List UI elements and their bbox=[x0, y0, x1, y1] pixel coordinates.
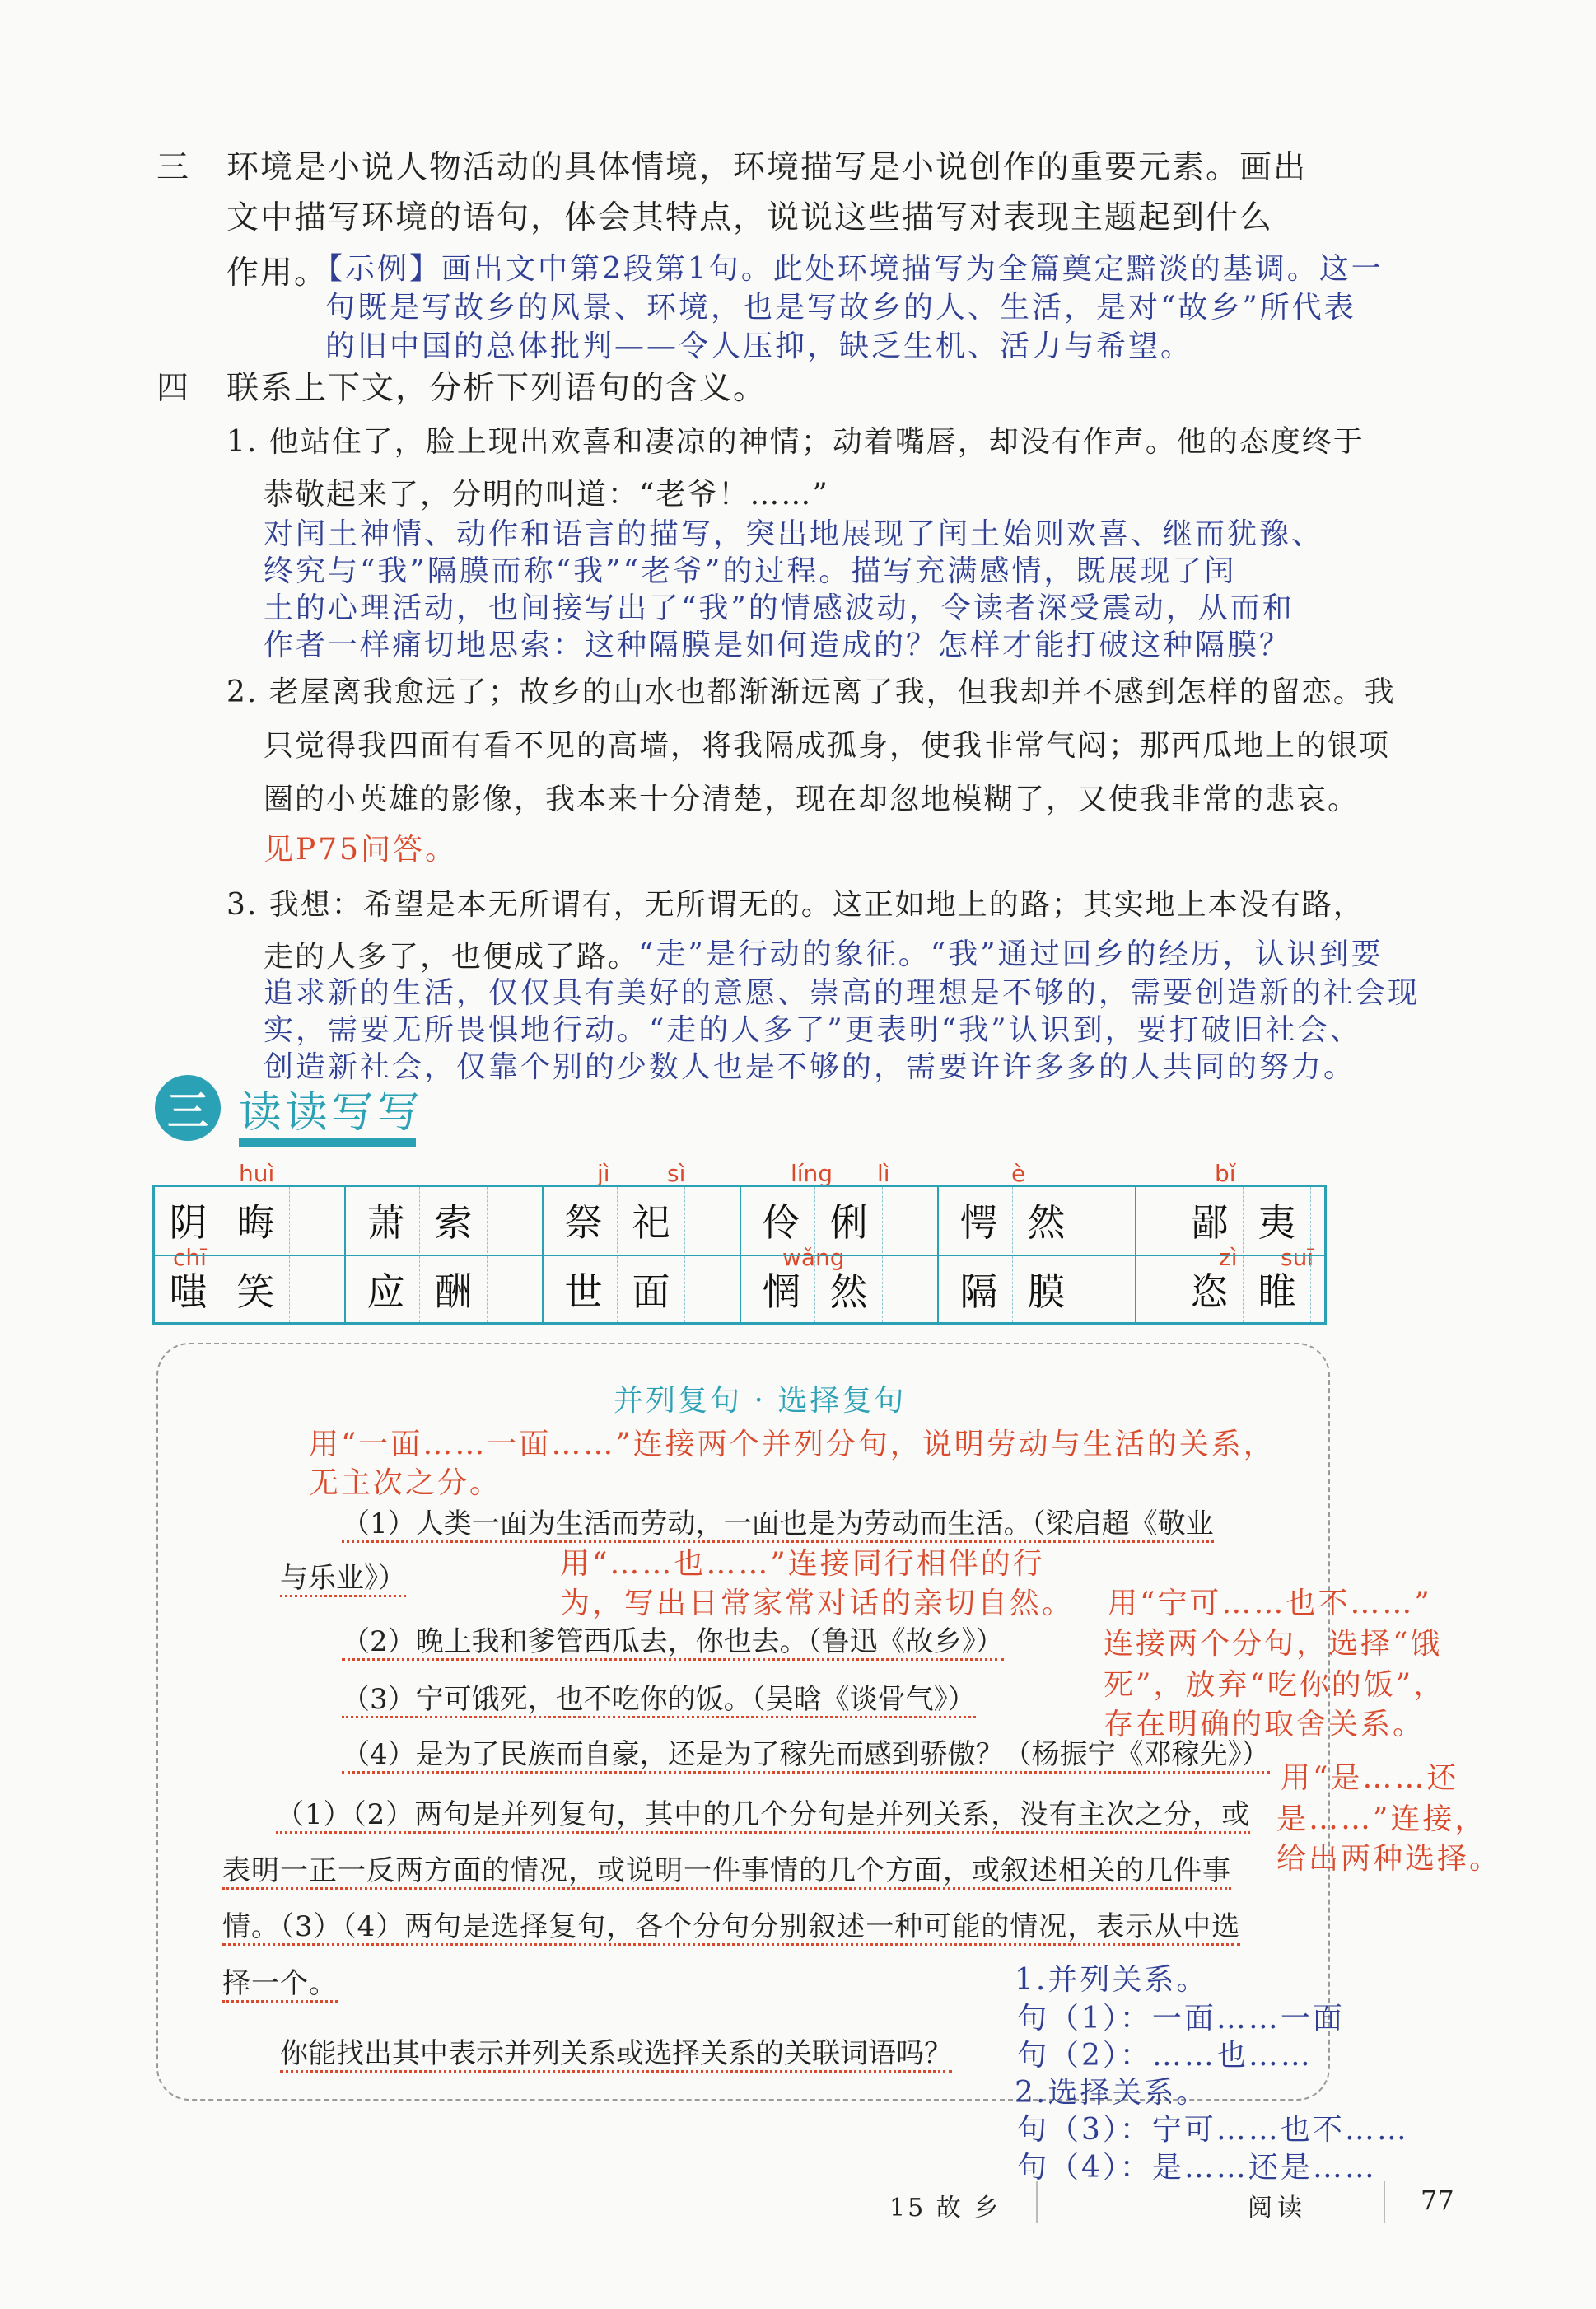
question-text: 联系上下文，分析下列语句的含义。 bbox=[226, 370, 768, 407]
pinyin-annotation: huì bbox=[239, 1160, 275, 1187]
pinyin-annotation: zì bbox=[1219, 1244, 1238, 1271]
pinyin-annotation: suī bbox=[1281, 1244, 1314, 1271]
handwritten-annotation: 用“宁可……也不……” bbox=[1108, 1587, 1432, 1620]
word-char: 俐 bbox=[815, 1187, 883, 1253]
grid-divider bbox=[344, 1187, 346, 1322]
quote-line: 走的人多了，也便成了路。 bbox=[264, 940, 640, 974]
title-underline bbox=[239, 1138, 416, 1147]
example-sentence bbox=[342, 1619, 1004, 1659]
pinyin-annotation: jì bbox=[597, 1160, 610, 1187]
question-text: 文中描写环境的语句，体会其特点，说说这些描写对表现主题起到什么 bbox=[226, 199, 1274, 236]
word-char: 世 bbox=[550, 1256, 618, 1322]
word-char: 隔 bbox=[945, 1256, 1013, 1322]
pinyin-annotation: bǐ bbox=[1215, 1160, 1236, 1187]
handwritten-annotation: 连接两个分句，选择“饿 bbox=[1104, 1627, 1443, 1661]
example-text: 与乐业》） bbox=[280, 1562, 406, 1597]
word-char: 惘 bbox=[748, 1256, 815, 1322]
explanation-text bbox=[276, 1792, 1250, 1832]
handwritten-answer: 作者一样痛切地思索：这种隔膜是如何造成的？怎样才能打破这种隔膜？ bbox=[264, 629, 1292, 662]
note-question-text: 你能找出其中表示并列关系或选择关系的关联词语吗？ bbox=[280, 2037, 952, 2073]
explanation-line: （1）（2）两句是并列复句，其中的几个分句是并列关系，没有主次之分，或 bbox=[276, 1798, 1250, 1834]
explanation-text bbox=[222, 1848, 1231, 1888]
example-sentence bbox=[280, 1555, 406, 1596]
pinyin-annotation: chī bbox=[173, 1244, 207, 1271]
handwritten-annotation: 给出两种选择。 bbox=[1276, 1842, 1502, 1876]
word-char: 应 bbox=[352, 1256, 420, 1322]
quote-line: 只觉得我四面有看不见的高墙，将我隔成孤身，使我非常气闷；那西瓜地上的银项 bbox=[264, 729, 1391, 763]
word-char: 面 bbox=[618, 1256, 685, 1322]
quote-line: 2. 老屋离我愈远了；故乡的山水也都渐渐远离了我，但我却并不感到怎样的留恋。我 bbox=[226, 675, 1396, 709]
footer-divider bbox=[1036, 2181, 1038, 2223]
handwritten-answer: 的旧中国的总体批判——令人压抑，缺乏生机、活力与希望。 bbox=[325, 330, 1193, 363]
handwritten-answer: “走”是行动的象征。“我”通过回乡的经历，认识到要 bbox=[638, 937, 1384, 971]
quote-line: 3. 我想：希望是本无所谓有，无所谓无的。这正如地上的路；其实地上本没有路， bbox=[226, 888, 1365, 922]
example-text: （2）晚上我和爹管西瓜去，你也去。（鲁迅《故乡》） bbox=[342, 1625, 1004, 1661]
handwritten-answer: 句（3）：宁可……也不…… bbox=[1017, 2113, 1409, 2147]
word-char: 酬 bbox=[420, 1256, 488, 1322]
word-char: 愕 bbox=[945, 1187, 1013, 1253]
note-title: 并列复句 · 选择复句 bbox=[614, 1384, 907, 1418]
example-sentence bbox=[342, 1676, 976, 1717]
explanation-line: 情。（3）（4）两句是选择复句，各个分句分别叙述一种可能的情况，表示从中选 bbox=[222, 1910, 1240, 1946]
example-sentence bbox=[342, 1501, 1214, 1541]
handwritten-annotation: 为，写出日常家常对话的亲切自然。 bbox=[560, 1587, 1075, 1620]
handwritten-answer: 土的心理活动，也间接写出了“我”的情感波动，令读者深受震动，从而和 bbox=[264, 591, 1295, 625]
page-number: 77 bbox=[1421, 2185, 1454, 2216]
handwritten-answer: 句（4）：是……还是…… bbox=[1017, 2151, 1377, 2185]
section-badge-label: 三 bbox=[167, 1087, 208, 1135]
pinyin-annotation: lì bbox=[877, 1160, 890, 1187]
pinyin-annotation: wǎng bbox=[782, 1244, 845, 1271]
word-char: 鄙 bbox=[1176, 1187, 1244, 1253]
pinyin-annotation: è bbox=[1011, 1160, 1026, 1187]
section-title: 读读写写 bbox=[239, 1088, 424, 1138]
handwritten-answer: 1.并列关系。 bbox=[1015, 1963, 1209, 1997]
word-grid bbox=[152, 1185, 1327, 1325]
handwritten-annotation: 存在明确的取舍关系。 bbox=[1104, 1708, 1426, 1741]
pinyin-annotation: líng bbox=[791, 1160, 833, 1187]
example-text: （3）宁可饿死，也不吃你的饭。（吴晗《谈骨气》） bbox=[342, 1683, 976, 1718]
handwritten-annotation: 用“……也……”连接同行相伴的行 bbox=[560, 1547, 1045, 1581]
word-char: 祀 bbox=[618, 1187, 685, 1253]
grid-divider bbox=[1135, 1187, 1136, 1322]
handwritten-answer: 句（2）：……也…… bbox=[1017, 2039, 1313, 2073]
example-text: （1）人类一面为生活而劳动，一面也是为劳动而生活。（梁启超《敬业 bbox=[342, 1507, 1214, 1543]
handwritten-annotation: 是……”连接， bbox=[1276, 1802, 1487, 1836]
quote-line: 1. 他站住了，脸上现出欢喜和凄凉的神情；动着嘴唇，却没有作声。他的态度终于 bbox=[226, 425, 1365, 459]
grid-divider bbox=[740, 1187, 741, 1322]
handwritten-annotation: 用“是……还 bbox=[1281, 1761, 1459, 1795]
handwritten-answer: 对闰土神情、动作和语言的描写，突出地展现了闰土始则欢喜、继而犹豫、 bbox=[264, 517, 1324, 551]
handwritten-answer: 见P75问答。 bbox=[264, 833, 458, 867]
footer-divider bbox=[1384, 2181, 1385, 2223]
footer-section: 阅读 bbox=[1248, 2194, 1307, 2223]
word-char: 笑 bbox=[222, 1256, 290, 1322]
handwritten-annotation: 用“一面……一面……”连接两个并列分句，说明劳动与生活的关系， bbox=[309, 1428, 1276, 1461]
explanation-text bbox=[222, 1904, 1240, 1944]
handwritten-answer: 【示例】画出文中第2段第1句。此处环境描写为全篇奠定黯淡的基调。这一 bbox=[313, 252, 1384, 286]
pinyin-annotation: sì bbox=[667, 1160, 686, 1187]
word-char: 索 bbox=[420, 1187, 488, 1253]
handwritten-answer: 终究与“我”隔膜而称“我”“老爷”的过程。描写充满感情，既展现了闰 bbox=[264, 554, 1237, 588]
grid-divider bbox=[937, 1187, 939, 1322]
section-badge-icon bbox=[155, 1075, 221, 1141]
handwritten-annotation: 无主次之分。 bbox=[309, 1466, 502, 1500]
word-char: 膜 bbox=[1013, 1256, 1080, 1322]
explanation-line: 表明一正一反两方面的情况，或说明一件事情的几个方面，或叙述相关的几件事 bbox=[222, 1854, 1231, 1890]
handwritten-answer: 句既是写故乡的风景、环境，也是写故乡的人、生活，是对“故乡”所代表 bbox=[325, 291, 1356, 325]
question-text: 环境是小说人物活动的具体情境，环境描写是小说创作的重要元素。画出 bbox=[226, 149, 1308, 186]
grid-divider bbox=[542, 1187, 544, 1322]
word-char: 伶 bbox=[748, 1187, 815, 1253]
question-number: 四 bbox=[156, 370, 191, 407]
handwritten-annotation: 死”，放弃“吃你的饭”， bbox=[1104, 1668, 1446, 1702]
handwritten-answer: 实，需要无所畏惧地行动。“走的人多了”更表明“我”认识到，要打破旧社会、 bbox=[264, 1013, 1362, 1047]
word-char: 晦 bbox=[222, 1187, 290, 1253]
note-question bbox=[280, 2031, 952, 2071]
word-char: 阴 bbox=[155, 1187, 222, 1253]
handwritten-answer: 2.选择关系。 bbox=[1015, 2076, 1209, 2110]
word-char: 恣 bbox=[1176, 1256, 1244, 1322]
explanation-text bbox=[222, 1961, 338, 2001]
word-char: 萧 bbox=[352, 1187, 420, 1253]
explanation-line: 择一个。 bbox=[222, 1967, 338, 2003]
word-char: 睢 bbox=[1244, 1256, 1311, 1322]
quote-line: 圈的小英雄的影像，我本来十分清楚，现在却忽地模糊了，又使我非常的悲哀。 bbox=[264, 783, 1360, 816]
word-char: 嗤 bbox=[155, 1256, 222, 1322]
handwritten-answer: 句（1）：一面……一面 bbox=[1017, 2002, 1345, 2036]
question-text: 作用。 bbox=[226, 255, 329, 292]
word-char: 然 bbox=[1013, 1187, 1080, 1253]
quote-line: 恭敬起来了，分明的叫道：“老爷！……” bbox=[264, 478, 829, 512]
word-char: 然 bbox=[815, 1256, 883, 1322]
word-char: 夷 bbox=[1244, 1187, 1311, 1253]
word-char: 祭 bbox=[550, 1187, 618, 1253]
footer-lesson: 15 故 乡 bbox=[889, 2194, 1001, 2223]
question-number: 三 bbox=[156, 149, 191, 186]
handwritten-answer: 追求新的生活，仅仅具有美好的意愿、崇高的理想是不够的，需要创造新的社会现 bbox=[264, 976, 1421, 1010]
handwritten-answer: 创造新社会，仅靠个别的少数人也是不够的，需要许许多多的人共同的努力。 bbox=[264, 1050, 1356, 1084]
example-text: （4）是为了民族而自豪，还是为了稼先而感到骄傲？（杨振宁《邓稼先》） bbox=[342, 1738, 1270, 1774]
